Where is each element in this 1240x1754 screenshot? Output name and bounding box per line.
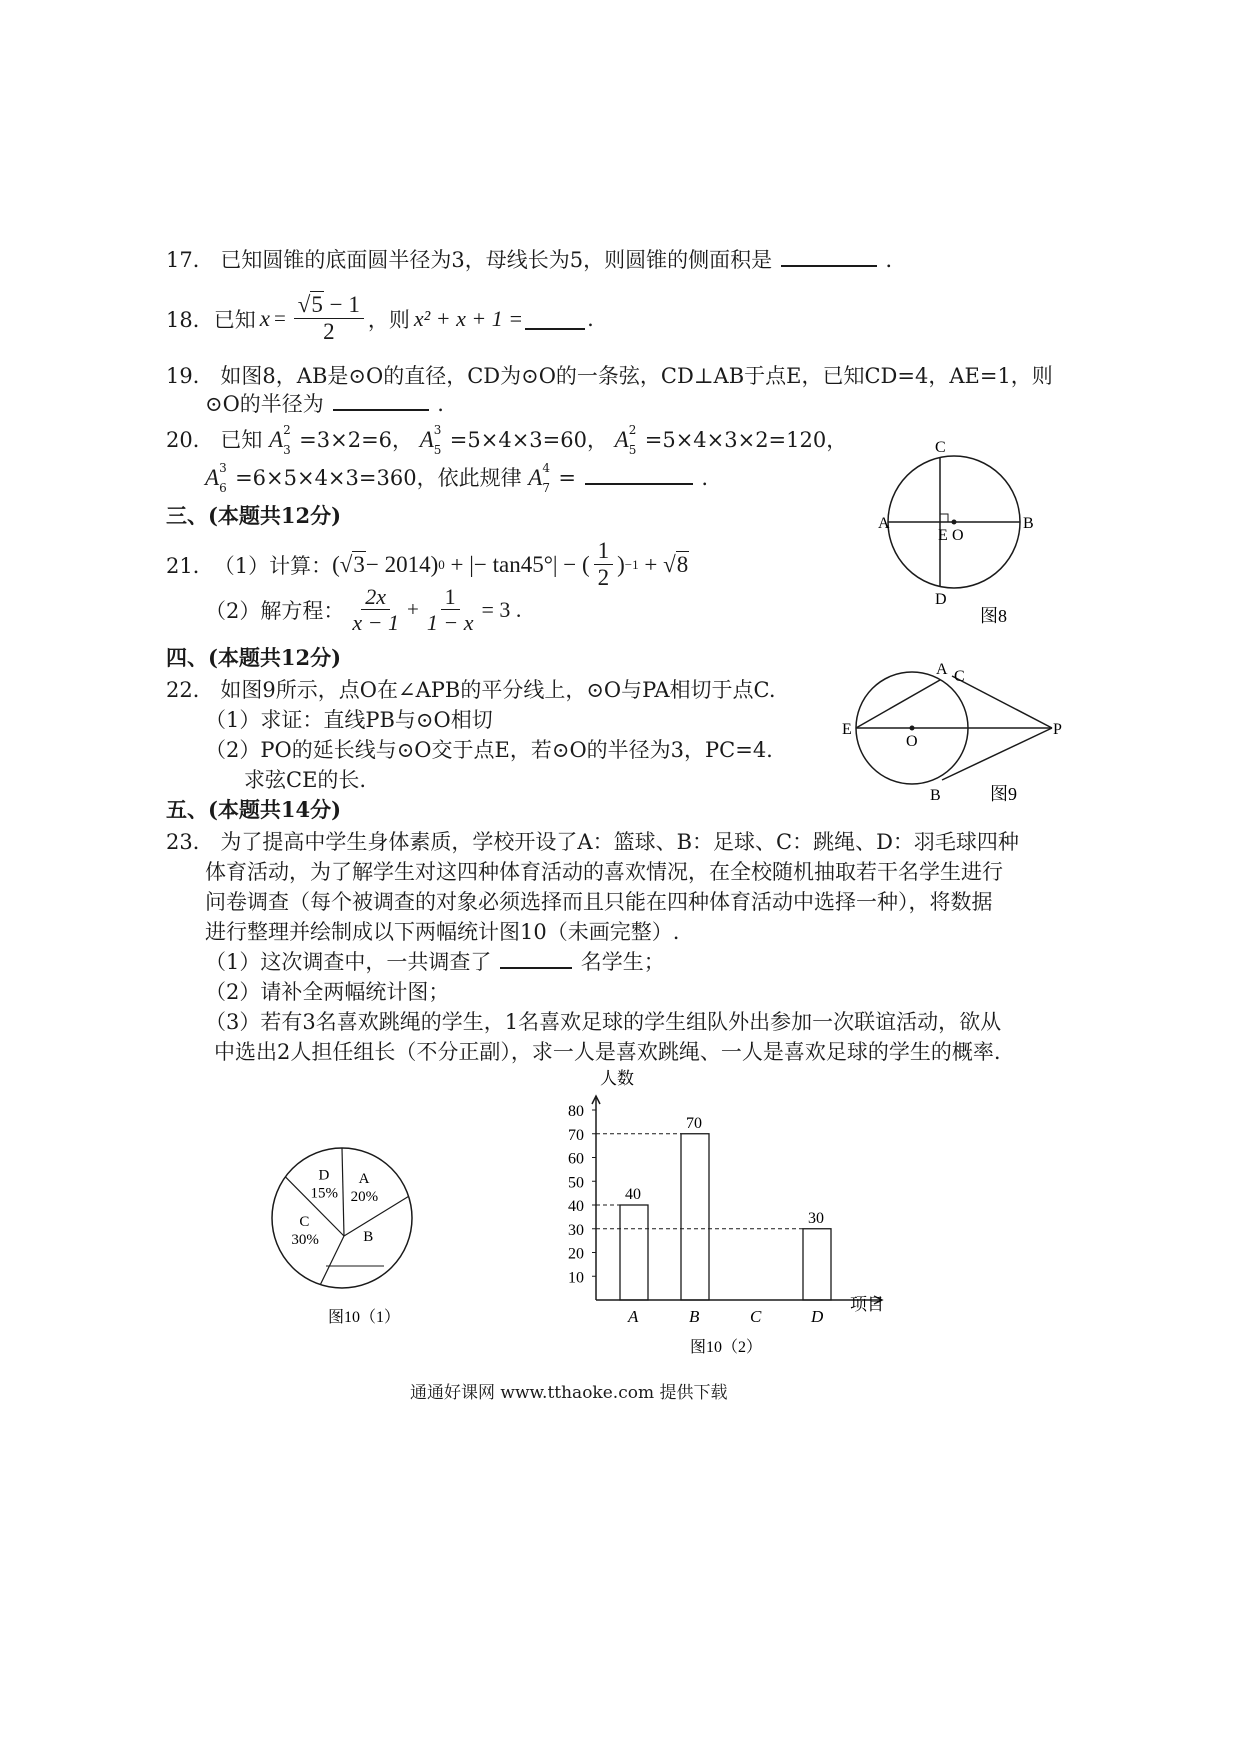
x-axis-title: 项目 — [850, 1295, 884, 1314]
figure-8 — [880, 436, 1050, 626]
part-label: （2）解方程： — [205, 598, 345, 623]
sup-sub: 2 5 — [628, 423, 637, 457]
sup-sub: 2 3 — [283, 423, 291, 457]
denominator: 2 — [323, 319, 335, 345]
question-text: 如图9所示，点O在∠APB的平分线上，⊙O与PA相切于点C. — [220, 678, 776, 702]
question-19 — [166, 360, 1053, 390]
x-tick-label-d: D — [811, 1307, 824, 1326]
pie-slice-c-edge — [320, 1236, 344, 1285]
expression: ( √3 − 2014) 0 + |− tan45°| − ( $\frac{1}{2}$ ) −1 + √8 — [332, 538, 689, 591]
question-18 — [166, 292, 594, 346]
question-23-line4: 进行整理并绘制成以下两幅统计图10（未画完整）. — [205, 920, 680, 944]
bar-value-label-d: 30 — [808, 1209, 824, 1227]
question-20: 20． 已知 A 2 3 =3×2=6， A 3 5 =5×4×3=60， A 2 5 =5×4×3×2=120， — [166, 423, 848, 457]
label-a: A — [936, 661, 948, 678]
pie-chart — [270, 1140, 430, 1330]
plus-sign: + — [407, 597, 419, 622]
y-tick-label: 20 — [568, 1245, 584, 1263]
question-22-line3: （2）PO的延长线与⊙O交于点E，若⊙O的半径为3，PC=4. — [205, 738, 773, 762]
question-23-part-3: （3）若有3名喜欢跳绳的学生，1名喜欢足球的学生组队外出参加一次联谊活动，欲从 — [205, 1010, 1002, 1034]
question-19-line2 — [205, 388, 444, 418]
y-tick-label: 60 — [568, 1150, 584, 1168]
answer-blank — [525, 308, 585, 330]
permutation-1: =3×2=6， — [299, 428, 414, 452]
bar-chart-body — [568, 1096, 882, 1326]
question-number: 21． — [166, 553, 214, 578]
question-number: 22． — [166, 678, 214, 702]
label-e: E — [842, 721, 852, 738]
bar-a — [620, 1205, 648, 1300]
minus-one: − 1 — [323, 292, 360, 317]
x-tick-label-b: B — [689, 1307, 700, 1326]
pie-label-b: B — [363, 1229, 374, 1246]
label-o: O — [952, 527, 964, 544]
label-b: B — [1023, 515, 1034, 532]
question-23-line2: 体育活动，为了解学生对这四种体育活动的喜欢情况，在全校随机抽取若干名学生进行 — [205, 860, 1003, 884]
equals-sign: = — [273, 306, 286, 331]
sup-sub: 4 7 — [542, 461, 550, 495]
figure-9 — [840, 662, 1066, 806]
center-point — [910, 726, 915, 731]
bar-value-label-b: 70 — [686, 1114, 702, 1132]
figure-caption: 图10（1） — [328, 1309, 401, 1326]
pie-label-a: A — [358, 1170, 370, 1187]
pie-slice-a-edge — [342, 1148, 344, 1236]
question-23-part-3-line2: 中选出2人担任组长（不分正副），求一人是喜欢跳绳、一人是喜欢足球的学生的概率. — [214, 1040, 1001, 1064]
answer-blank — [585, 463, 693, 485]
question-23 — [166, 826, 1019, 856]
y-tick-label: 50 — [568, 1174, 584, 1192]
pie-label-c: C — [299, 1213, 310, 1230]
question-text: 如图8，AB是⊙O的直径，CD为⊙O的一条弦，CD⊥AB于点E，已知CD=4，AE=1，则 — [220, 364, 1053, 388]
equals-three: = 3 . — [481, 596, 522, 622]
fraction — [348, 584, 403, 636]
y-tick-label: 30 — [568, 1221, 584, 1239]
figure-caption: 图9 — [990, 784, 1017, 804]
sup-sub: 3 5 — [433, 423, 442, 457]
bar-value-label-a: 40 — [625, 1186, 641, 1203]
question-number: 20． — [166, 428, 214, 452]
part-label: （1）计算： — [213, 553, 333, 578]
exponent: −1 — [624, 556, 639, 572]
question-number: 18． — [166, 307, 214, 332]
x-tick-label-a: A — [628, 1307, 639, 1326]
figure-caption: 图10（2） — [690, 1339, 763, 1356]
denominator: 2 — [597, 565, 610, 591]
part-text: 名学生； — [580, 950, 665, 974]
exponent: 0 — [438, 556, 445, 572]
question-text: ，则 — [367, 307, 410, 332]
section-3-heading: 三、(本题共12分) — [166, 503, 342, 528]
radicand: 3 — [353, 551, 365, 577]
permutation-5: = — [558, 466, 576, 490]
fraction — [423, 584, 478, 636]
y-tick-label: 70 — [568, 1126, 584, 1144]
chord-ce — [856, 680, 940, 728]
answer-blank — [333, 389, 429, 411]
fraction — [294, 292, 364, 346]
pie-percent-a: 20% — [350, 1188, 379, 1205]
question-22 — [166, 674, 776, 704]
question-number: 19． — [166, 364, 214, 388]
question-17 — [166, 244, 907, 274]
right-angle-mark — [940, 514, 948, 522]
y-tick-label: 10 — [568, 1269, 584, 1287]
label-a: A — [878, 515, 890, 532]
label-e: E — [938, 527, 948, 544]
question-number: 23． — [166, 830, 214, 854]
pie-percent-c: 30% — [291, 1231, 319, 1248]
section-4-heading: 四、(本题共12分) — [166, 645, 342, 670]
question-text: 为了提高中学生身体素质，学校开设了A：篮球、B：足球、C：跳绳、D：羽毛球四种 — [220, 830, 1019, 854]
center-point — [952, 520, 957, 525]
denominator: 1 − x — [426, 610, 474, 636]
label-b: B — [930, 787, 941, 804]
radicand: 8 — [676, 551, 689, 577]
expr-part: ( — [332, 551, 340, 577]
question-22-line4: 求弦CE的长. — [244, 768, 367, 792]
y-tick-label: 40 — [568, 1198, 584, 1215]
expression: x² + x + 1 = — [413, 305, 524, 331]
expr-part: − 2014) — [365, 551, 439, 577]
bar-chart — [560, 1068, 900, 1358]
question-23-part-2: （2）请补全两幅统计图； — [205, 980, 450, 1004]
y-tick-label: 80 — [568, 1103, 584, 1120]
numerator: √5 − 1 — [294, 292, 364, 319]
permutation-2: =5×4×3=60， — [449, 428, 608, 452]
section-5-heading: 五、(本题共14分) — [166, 797, 342, 822]
question-number: 17． — [166, 248, 214, 272]
numerator: 1 — [441, 584, 460, 610]
y-axis-title: 人数 — [600, 1069, 634, 1088]
question-text: 已知圆锥的底面圆半径为3，母线长为5，则圆锥的侧面积是 — [220, 248, 773, 272]
footer-text: 通通好课网 www.tthaoke.com 提供下载 — [410, 1383, 728, 1403]
answer-blank — [781, 245, 877, 267]
question-text: 已知 — [220, 428, 263, 452]
label-o: O — [906, 733, 918, 750]
permutation-4: =6×5×4×3=360，依此规律 — [235, 466, 522, 490]
expr-part: ) — [617, 551, 625, 577]
part-text: （1）这次调查中，一共调查了 — [205, 950, 492, 974]
pie-percent-d: 15% — [310, 1185, 339, 1202]
question-20-line2: A 3 6 =6×5×4×3=360，依此规律 A 4 7 = . — [205, 461, 708, 495]
variable-x: x — [259, 305, 270, 331]
permutation-3: =5×4×3×2=120， — [644, 428, 848, 452]
label-c: C — [954, 668, 965, 685]
bar-b — [681, 1134, 709, 1300]
question-text: 已知 — [213, 307, 256, 332]
question-23-line3: 问卷调查（每个被调查的对象必须选择而且只能在四种体育活动中选择一种），将数据 — [205, 890, 993, 914]
sup-sub: 3 6 — [219, 461, 227, 495]
radicand: 5 — [311, 292, 323, 317]
numerator: 2x — [361, 584, 390, 610]
question-text: ⊙O的半径为 — [205, 392, 324, 416]
label-p: P — [1053, 721, 1062, 738]
expr-part: + — [638, 551, 664, 577]
question-22-line2: （1）求证：直线PB与⊙O相切 — [205, 708, 493, 732]
expr-part: + |− tan45°| − ( — [444, 551, 590, 577]
fraction — [594, 538, 614, 592]
pie-label-d: D — [318, 1167, 330, 1184]
question-end: . — [701, 466, 708, 490]
question-end: . — [587, 306, 594, 331]
question-23-part-1 — [205, 946, 665, 976]
pie-slices — [272, 1148, 412, 1288]
label-d: D — [935, 591, 947, 608]
question-end: . — [437, 392, 444, 416]
question-end: ． — [885, 248, 907, 272]
line-pb — [942, 728, 1052, 780]
answer-blank — [500, 947, 572, 969]
figure-caption: 图8 — [980, 606, 1007, 626]
label-c: C — [935, 439, 946, 456]
question-21-part-2 — [205, 584, 521, 636]
denominator: x − 1 — [352, 610, 399, 636]
x-tick-label-c: C — [750, 1307, 762, 1326]
bar-d — [803, 1229, 831, 1300]
numerator: 1 — [594, 538, 614, 565]
